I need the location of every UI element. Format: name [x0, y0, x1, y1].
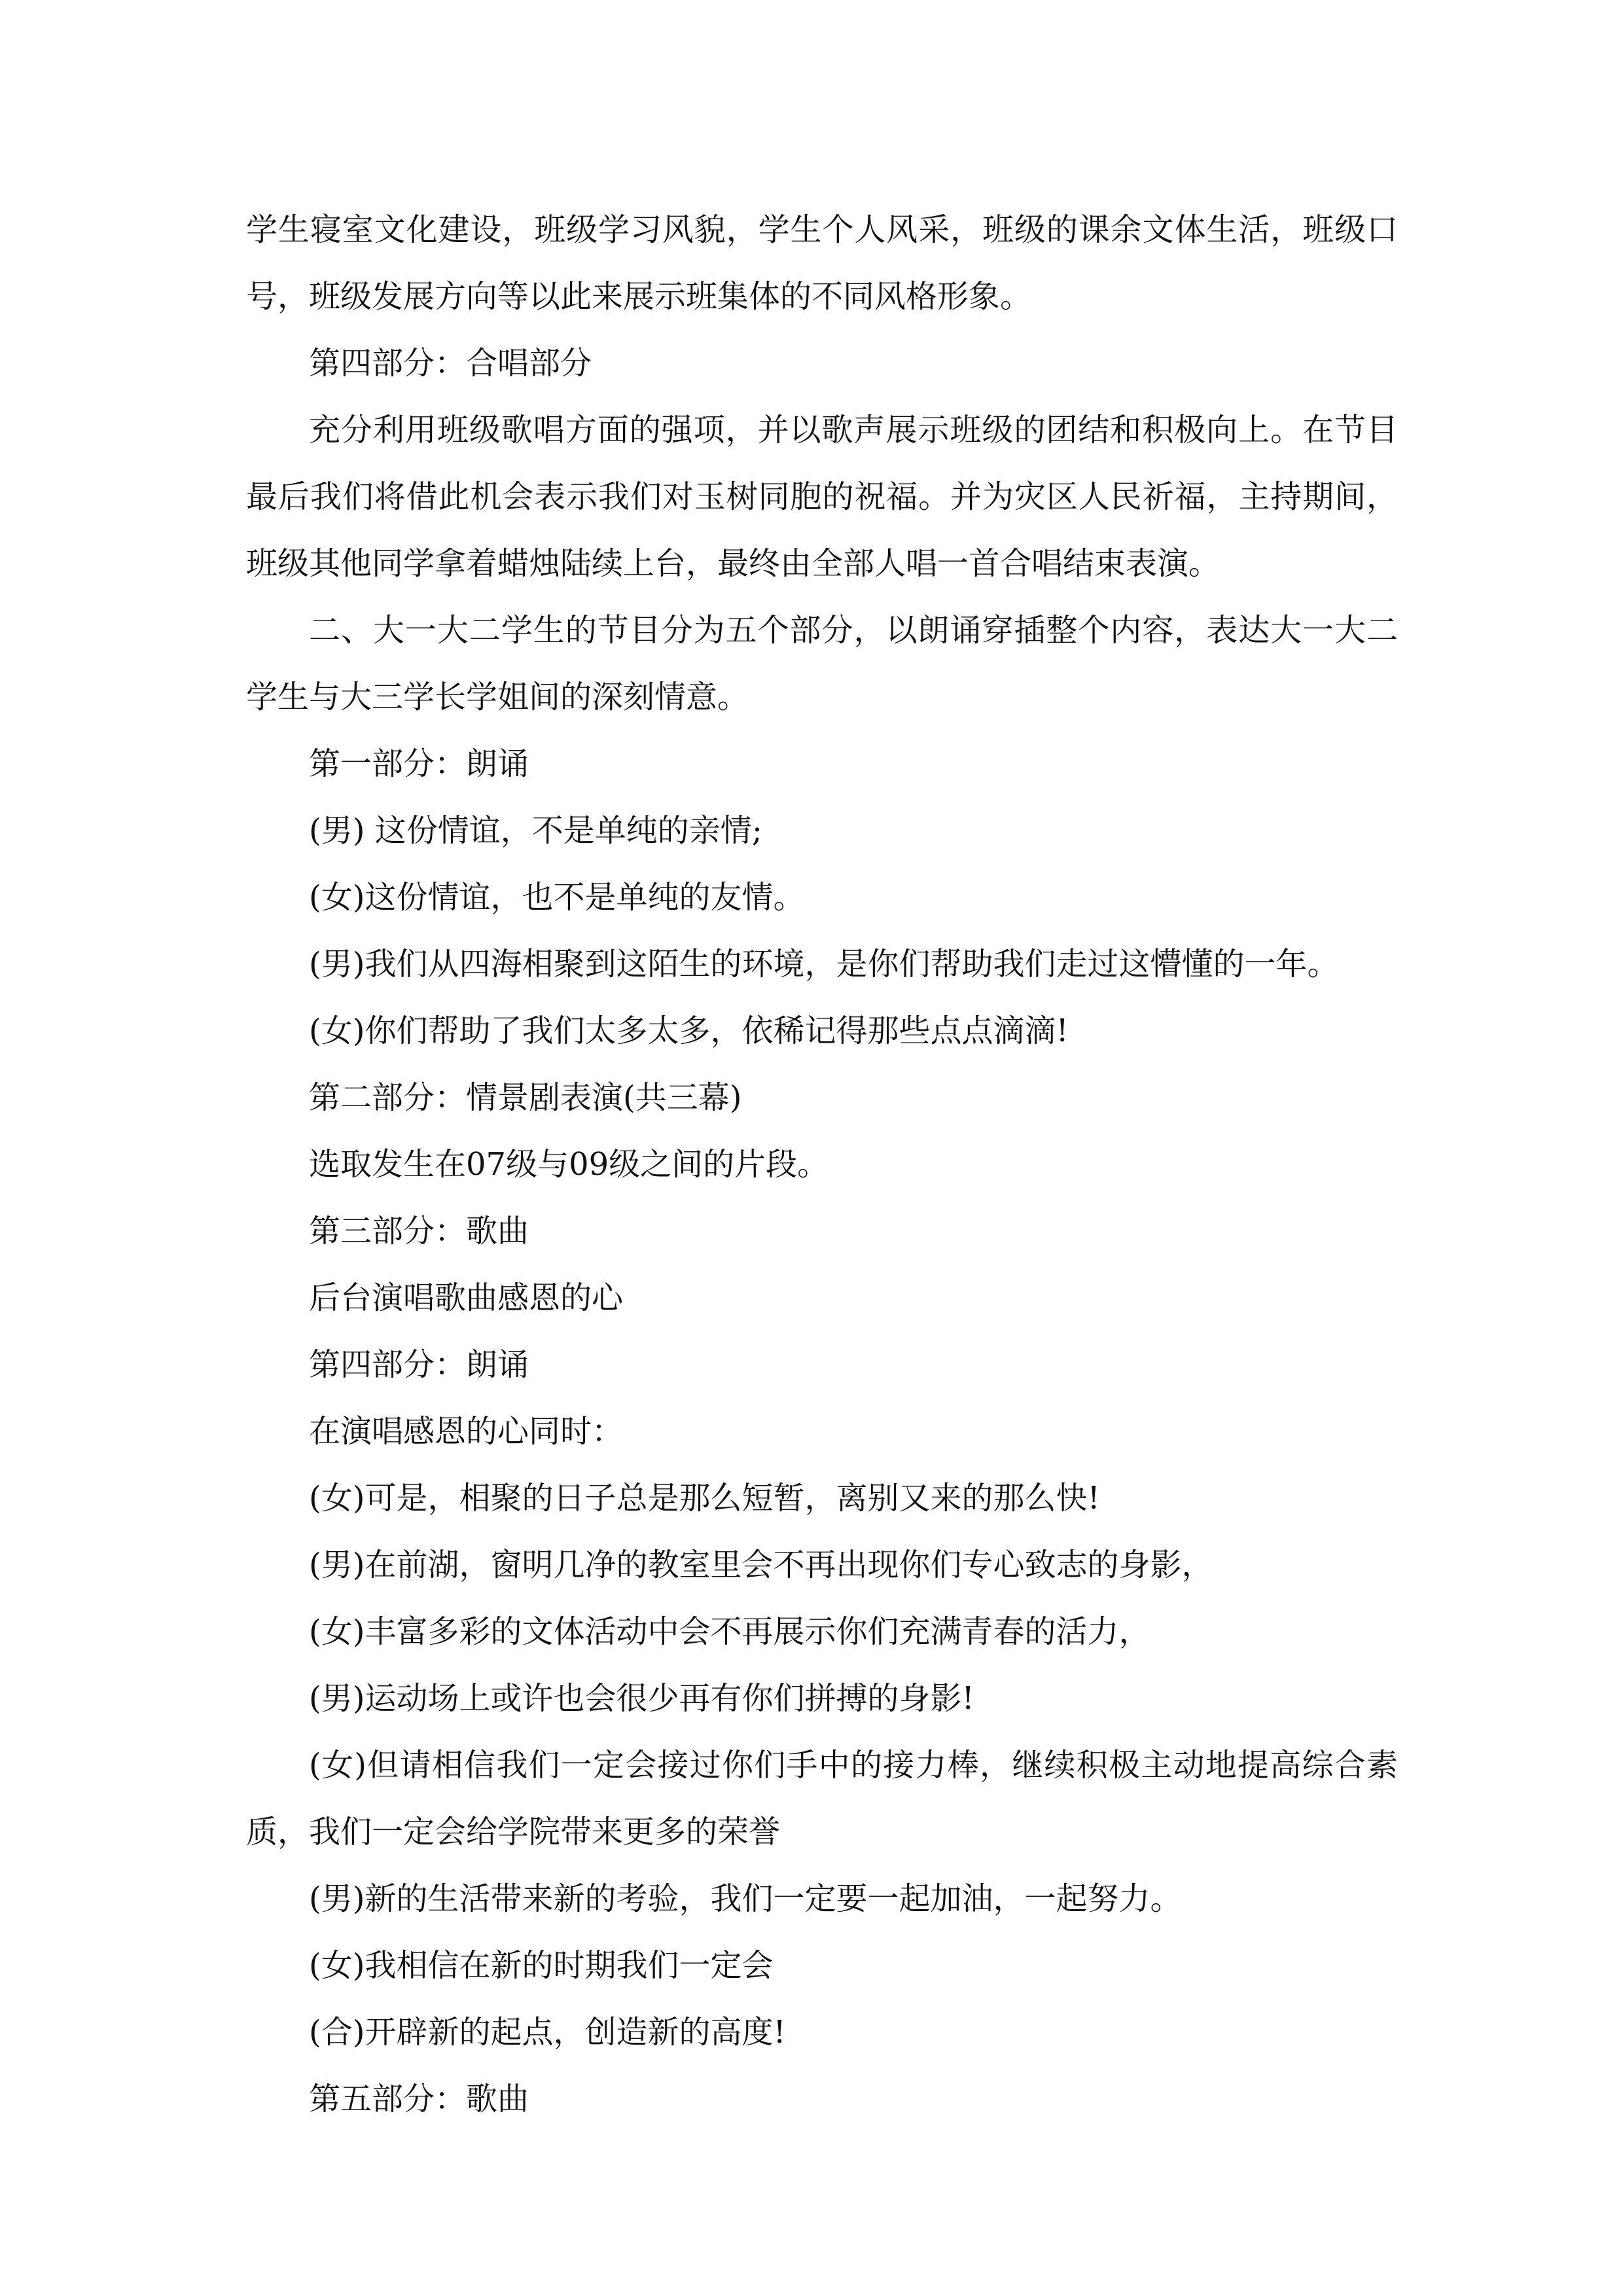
section-heading: 第一部分：朗诵	[309, 745, 529, 782]
section-heading: 第二部分：情景剧表演(共三幕)	[309, 1079, 742, 1116]
section-heading: 第三部分：歌曲	[309, 1213, 529, 1249]
paragraph: 充分利用班级歌唱方面的强项，并以歌声展示班级的团结和积极向上。在节目最后我们将借此机会表示我们对玉树同胞的祝福。并为灾区人民祈福，主持期间，班级其他同学拿着蜡烛陆续上台，最终由全部人唱一首合唱结束表演。	[246, 412, 1398, 582]
paragraph: 学生寝室文化建设，班级学习风貌，学生个人风采，班级的课余文体生活，班级口号，班级发展方向等以此来展示班集体的不同风格形象。	[246, 211, 1398, 315]
script-line: (男)我们从四海相聚到这陌生的环境，是你们帮助我们走过这懵懂的一年。	[309, 946, 1339, 982]
script-line: (男)新的生活带来新的考验，我们一定要一起加油，一起努力。	[309, 1880, 1182, 1917]
paragraph: 后台演唱歌曲感恩的心	[309, 1280, 624, 1316]
script-line: (女)但请相信我们一定会接过你们手中的接力棒，继续积极主动地提高综合素质，我们一定会给学院带来更多的荣誉	[246, 1747, 1398, 1850]
document-body	[246, 196, 1398, 2132]
paragraph: 二、大一大二学生的节目分为五个部分，以朗诵穿插整个内容，表达大一大二学生与大三学长学姐间的深刻情意。	[246, 612, 1398, 715]
script-line: (女)我相信在新的时期我们一定会	[309, 1947, 774, 1984]
script-line: (男)运动场上或许也会很少再有你们拼搏的身影!	[309, 1680, 974, 1717]
section-heading: 第四部分：朗诵	[309, 1346, 529, 1383]
script-line: (男)在前湖，窗明几净的教室里会不再出现你们专心致志的身影，	[309, 1547, 1213, 1583]
paragraph: 选取发生在07级与09级之间的片段。	[309, 1146, 829, 1183]
script-line: (女)丰富多彩的文体活动中会不再展示你们充满青春的活力，	[309, 1613, 1150, 1650]
script-line: (女)这份情谊，也不是单纯的友情。	[309, 879, 805, 916]
script-line: (女)可是，相聚的日子总是那么短暂，离别又来的那么快!	[309, 1480, 1100, 1516]
script-line: (女)你们帮助了我们太多太多，依稀记得那些点点滴滴!	[309, 1013, 1069, 1049]
paragraph: 在演唱感恩的心同时：	[309, 1413, 624, 1450]
script-line: (男) 这份情谊，不是单纯的亲情;	[309, 812, 762, 849]
section-heading: 第五部分：歌曲	[309, 2081, 529, 2117]
section-heading: 第四部分：合唱部分	[309, 345, 592, 382]
script-line: (合)开辟新的起点，创造新的高度!	[309, 2014, 786, 2051]
